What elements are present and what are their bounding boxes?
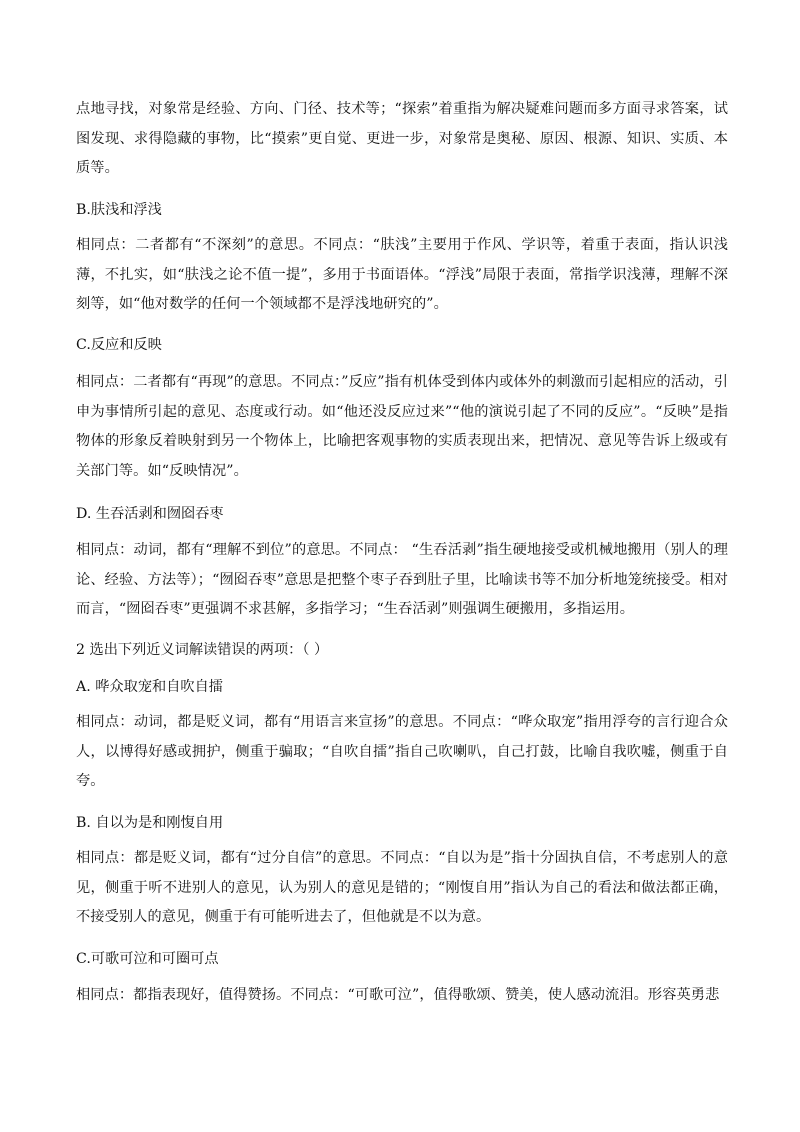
paragraph-option-c: 相同点：二者都有“再现”的意思。不同点：”反应”指有机体受到体内或体外的刺激而引起相应的活动，引申为事情所引起的意见、态度或行动。如“他还没反应过来”“他的演说引起了不同的反应”。“反映”是指物体的形象反着映射到另一个物体上，比喻把客观事物的实质表现出来，把情况、意见等告诉上级或有关部门等。如“反映情况”。 — [76, 374, 728, 479]
paragraph-option-d: 相同点：动词，都有“理解不到位”的意思。不同点： “生吞活剥”指生硬地接受或机械地搬用（别人的理论、经验、方法等）；“囫囵吞枣”意思是把整个枣子吞到肚子里，比喻读书等不加分析地笼统接受。相对而言，“囫囵吞枣”更强调不求甚解，多指学习；“生吞活剥”则强调生硬搬用，多指运用。 — [76, 542, 728, 617]
paragraph-q2-option-a: 相同点：动词，都是贬义词，都有“用语言来宣扬”的意思。不同点：“哗众取宠”指用浮夸的言行迎合众人，以博得好感或拥护，侧重于骗取；“自吹自擂”指自己吹喇叭，自己打鼓，比喻自我吹嘘，侧重于自夸。 — [76, 714, 728, 789]
heading-q2-option-a: A. 哗众取宠和自吹自擂 — [76, 679, 223, 695]
paragraph-continued: 点地寻找，对象常是经验、方向、门径、技术等；“探索”着重指为解决疑难问题而多方面寻求答案，试图发现、求得隐藏的事物，比“摸索”更自觉、更进一步，对象常是奥秘、原因、根源、知识、实质、本质等。 — [76, 101, 728, 176]
paragraph-q2-option-b: 相同点：都是贬义词，都有“过分自信”的意思。不同点：“自以为是”指十分固执自信，不考虑别人的意见，侧重于听不进别人的意见，认为别人的意见是错的；“刚愎自用”指认为自己的看法和做法都正确，不接受别人的意见，侧重于有可能听进去了，但他就是不以为意。 — [76, 850, 728, 925]
heading-option-d: D. 生吞活剥和囫囵吞枣 — [76, 506, 224, 522]
heading-option-b: B.肤浅和浮浅 — [76, 202, 162, 218]
question-2: 2 选出下列近义词解读错误的两项：（ ） — [76, 642, 329, 658]
heading-q2-option-c: C.可歌可泣和可圈可点 — [76, 951, 219, 967]
heading-q2-option-b: B. 自以为是和刚愎自用 — [76, 815, 224, 831]
paragraph-option-b: 相同点：二者都有“不深刻”的意思。不同点：“肤浅”主要用于作风、学识等，着重于表面，指认识浅薄，不扎实，如“肤浅之论不值一提”，多用于书面语体。“浮浅”局限于表面，常指学识浅薄，理解不深刻等，如“他对数学的任何一个领域都不是浮浅地研究的”。 — [76, 237, 728, 312]
paragraph-q2-option-c: 相同点：都指表现好，值得赞扬。不同点：“可歌可泣”，值得歌颂、赞美，使人感动流泪。形容英勇悲 — [76, 987, 720, 1003]
heading-option-c: C.反应和反映 — [76, 337, 162, 353]
